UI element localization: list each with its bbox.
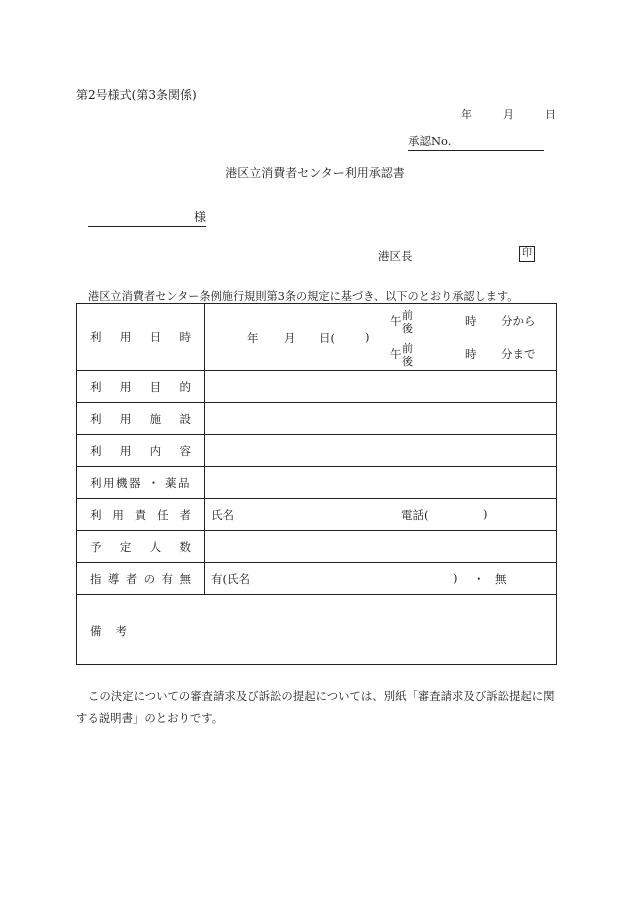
- end-pm: 後: [402, 355, 413, 368]
- datetime-month: 月: [284, 331, 296, 345]
- label-char: 定: [119, 539, 132, 554]
- label-char: 用: [119, 330, 132, 344]
- label-char: 内: [149, 443, 162, 458]
- label-char: 備: [90, 624, 102, 638]
- datetime-value-cell[interactable]: [205, 304, 557, 371]
- label-char: 考: [115, 624, 127, 638]
- row-notes: [77, 595, 557, 665]
- label-purpose: [77, 371, 205, 403]
- label-char: 用: [112, 507, 124, 522]
- content-value-cell[interactable]: [205, 435, 557, 467]
- label-part: ・: [147, 475, 160, 490]
- label-char: 予: [90, 539, 102, 554]
- intro-statement: 港区立消費者センター条例施行規則第3条の規定に基づき、以下のとおり承認します。: [88, 290, 519, 303]
- label-char: 用: [119, 379, 132, 394]
- row-equipment: [77, 467, 557, 499]
- label-char: 日: [149, 330, 162, 344]
- label-char: 導: [107, 571, 120, 586]
- label-char: 数: [179, 539, 191, 554]
- equipment-value-cell[interactable]: [205, 467, 557, 499]
- label-char: の: [143, 571, 156, 586]
- notes-cell[interactable]: [77, 595, 557, 665]
- instructor-separator: ・: [473, 572, 485, 586]
- start-am: 前: [402, 309, 413, 322]
- label-char: 人: [149, 539, 162, 554]
- seal-mark: 印: [519, 246, 535, 262]
- label-char: 利: [90, 443, 102, 458]
- label-headcount: [77, 531, 205, 563]
- responsible-value-cell[interactable]: [205, 499, 557, 531]
- label-char: 無: [179, 571, 191, 586]
- label-char: 利: [90, 507, 102, 522]
- instructor-value-cell[interactable]: [205, 563, 557, 595]
- start-noon: 午: [390, 314, 402, 328]
- row-datetime: [77, 304, 557, 371]
- appeal-notice: この決定についての審査請求及び訴訟の提起については、別紙「審査請求及び訴訟提起に関する説明書」のとおりです。: [76, 689, 555, 725]
- label-char: 目: [149, 379, 162, 394]
- start-hour: 時: [465, 314, 477, 328]
- end-hour: 時: [465, 347, 477, 361]
- instructor-yes-option: 有(氏名: [211, 572, 250, 586]
- label-char: 用: [119, 443, 132, 458]
- label-content: [77, 435, 205, 467]
- label-part: 利用機器: [90, 475, 142, 490]
- end-am: 前: [402, 342, 413, 355]
- datetime-weekday-close: ): [365, 330, 370, 344]
- addressee-suffix: 様: [193, 210, 206, 224]
- label-char: 施: [149, 411, 162, 426]
- approval-form-table: [76, 303, 557, 665]
- addressee-field[interactable]: [88, 208, 206, 227]
- label-char: 責: [134, 507, 147, 522]
- label-instructor: [77, 563, 205, 595]
- label-char: 利: [90, 330, 102, 344]
- document-title: 港区立消費者センター利用承認書: [225, 166, 405, 180]
- label-char: 任: [157, 507, 169, 522]
- end-noon: 午: [390, 347, 402, 361]
- date-month: 月: [503, 108, 514, 121]
- row-purpose: [77, 371, 557, 403]
- instructor-no-option: 無: [495, 572, 507, 586]
- row-facility: [77, 403, 557, 435]
- label-char: 指: [90, 571, 102, 586]
- label-char: 用: [119, 411, 132, 426]
- label-responsible: [77, 499, 205, 531]
- responsible-phone-close: ): [483, 507, 488, 521]
- label-char: 利: [90, 411, 102, 426]
- label-part: 薬品: [165, 475, 191, 490]
- label-char: 者: [125, 571, 138, 586]
- label-char: 利: [90, 379, 102, 394]
- datetime-year: 年: [247, 331, 259, 345]
- approval-number-field[interactable]: 承認No.: [408, 133, 544, 151]
- row-content: [77, 435, 557, 467]
- responsible-phone-label: 電話(: [401, 508, 429, 522]
- label-char: 容: [179, 443, 191, 458]
- label-char: 的: [179, 379, 191, 394]
- label-char: 有: [161, 571, 174, 586]
- datetime-day: 日(: [319, 331, 335, 345]
- facility-value-cell[interactable]: [205, 403, 557, 435]
- label-equipment: [77, 467, 205, 499]
- date-day: 日: [545, 108, 556, 121]
- form-number: 第2号様式(第3条関係): [76, 88, 197, 102]
- issuer-name: 港区長: [378, 249, 413, 263]
- start-from: 分から: [501, 314, 536, 328]
- label-datetime: [77, 304, 205, 371]
- headcount-value-cell[interactable]: [205, 531, 557, 563]
- row-headcount: [77, 531, 557, 563]
- instructor-close-paren: ): [453, 571, 458, 585]
- label-facility: [77, 403, 205, 435]
- date-year: 年: [461, 108, 472, 121]
- start-pm: 後: [402, 322, 413, 335]
- end-to: 分まで: [501, 347, 536, 361]
- label-char: 時: [179, 330, 191, 344]
- label-char: 設: [179, 411, 191, 426]
- label-char: 者: [179, 507, 191, 522]
- row-instructor: [77, 563, 557, 595]
- row-responsible: [77, 499, 557, 531]
- issue-date: [461, 106, 556, 122]
- purpose-value-cell[interactable]: [205, 371, 557, 403]
- responsible-name-label: 氏名: [211, 508, 234, 522]
